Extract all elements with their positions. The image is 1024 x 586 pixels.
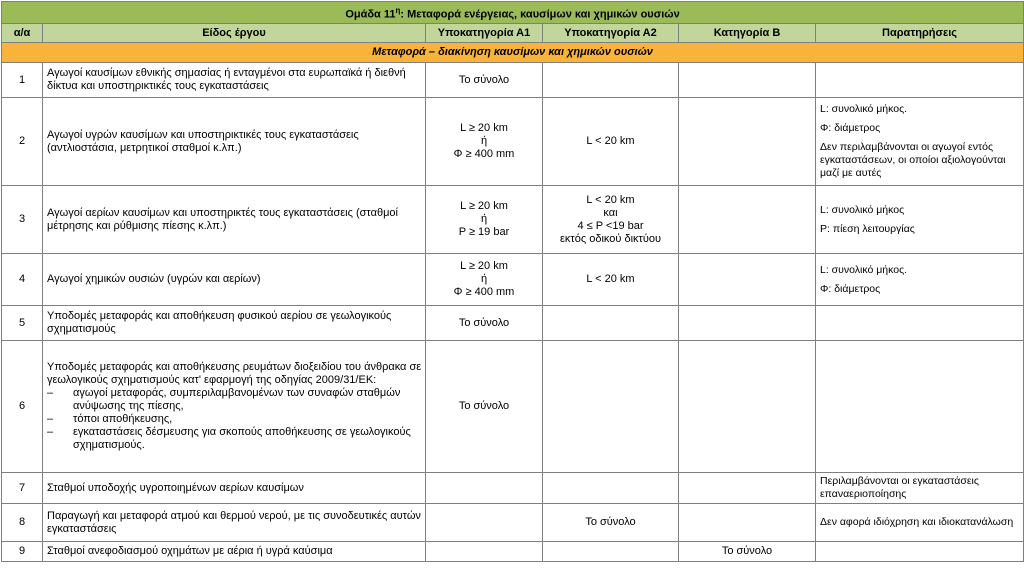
row-b: [679, 504, 816, 542]
row-remarks: L: συνολικό μήκος. Φ: διάμετρος Δεν περιλαμβάνονται οι αγωγοί εντός εγκαταστάσεων, οι οποίοι αξιολογούνται μαζί με αυτές: [816, 98, 1024, 186]
row-a2: L < 20 km: [543, 254, 679, 306]
header-subcategory-a2: Υποκατηγορία Α2: [543, 24, 679, 43]
row-b: [679, 98, 816, 186]
row-description: Σταθμοί υποδοχής υγροποιημένων αερίων καυσίμων: [43, 473, 426, 504]
table-row: [2, 473, 1024, 504]
row-remarks: [816, 306, 1024, 341]
row-number: 8: [2, 504, 43, 542]
list-item: – τόποι αποθήκευσης,: [47, 413, 173, 425]
row-b: [679, 473, 816, 504]
section-row: [2, 43, 1024, 63]
row-remarks: L: συνολικό μήκος. Φ: διάμετρος: [816, 254, 1024, 306]
table-row: [2, 98, 1024, 186]
table-row: [2, 306, 1024, 341]
row-description: Αγωγοί χημικών ουσιών (υγρών και αερίων): [43, 254, 426, 306]
list-item: – εγκαταστάσεις δέσμευσης για σκοπούς αποθήκευσης σε γεωλογικούς σχηματισμούς.: [47, 426, 411, 451]
row-number: 9: [2, 542, 43, 562]
row-number: 5: [2, 306, 43, 341]
row-number: 3: [2, 186, 43, 254]
row-number: 1: [2, 63, 43, 98]
row-remarks: Περιλαμβάνονται οι εγκαταστάσεις επαναεριοποίησης: [816, 473, 1024, 504]
row-a1: [426, 504, 543, 542]
row-b: [679, 254, 816, 306]
row-description: Υποδομές μεταφοράς και αποθήκευση φυσικού αερίου σε γεωλογικούς σχηματισμούς: [43, 306, 426, 341]
header-category-b: Κατηγορία Β: [679, 24, 816, 43]
row-b: [679, 63, 816, 98]
table-row: [2, 186, 1024, 254]
header-number: α/α: [2, 24, 43, 43]
row-a1: [426, 473, 543, 504]
row-b: [679, 306, 816, 341]
row-description: Αγωγοί καυσίμων εθνικής σημασίας ή ενταγμένοι στα ευρωπαϊκά ή διεθνή δίκτυα και υποστηρικτικές τους εγκαταστάσεις: [43, 63, 426, 98]
table-row: [2, 542, 1024, 562]
header-subcategory-a1: Υποκατηγορία Α1: [426, 24, 543, 43]
row-a2: [543, 542, 679, 562]
row-a2: Το σύνολο: [543, 504, 679, 542]
header-row: [2, 24, 1024, 43]
row-remarks: L: συνολικό μήκος P: πίεση λειτουργίας: [816, 186, 1024, 254]
row-a1: L ≥ 20 km ή Φ ≥ 400 mm: [426, 254, 543, 306]
row-number: 4: [2, 254, 43, 306]
table-row: [2, 63, 1024, 98]
section-title: Μεταφορά – διακίνηση καυσίμων και χημικών ουσιών: [2, 43, 1024, 63]
row-remarks: [816, 63, 1024, 98]
row-number: 6: [2, 341, 43, 473]
row-number: 7: [2, 473, 43, 504]
table-title: Ομάδα $11^\eta$: Μεταφορά ενέργειας, καυσίμων και χημικών ουσιών: [2, 2, 1024, 24]
row-remarks: Δεν αφορά ιδιόχρηση και ιδιοκατανάλωση: [816, 504, 1024, 542]
row-remarks: [816, 542, 1024, 562]
project-category-table: [1, 1, 1024, 562]
row-a2: [543, 341, 679, 473]
row-description: Υποδομές μεταφοράς και αποθήκευσης ρευμάτων διοξειδίου του άνθρακα σε γεωλογικούς σχηματισμούς κατ' εφαρμογή της οδηγίας 2009/31/ΕΚ: – αγωγοί μεταφοράς, συμπεριλαμβανομένων των συναφών σταθμών ανύψωσης της πίεσης, – τόποι αποθήκευσης, – εγκαταστάσεις δέσμευσης για σκοπούς αποθήκευσης σε γεωλογικούς σχηματισμούς.: [43, 341, 426, 473]
table-row: [2, 254, 1024, 306]
row-a1: Το σύνολο: [426, 63, 543, 98]
row-remarks: [816, 341, 1024, 473]
row-a1: Το σύνολο: [426, 341, 543, 473]
row-a2: L < 20 km και 4 ≤ P <19 bar εκτός οδικού δικτύου: [543, 186, 679, 254]
row-a2: L < 20 km: [543, 98, 679, 186]
row-b: [679, 186, 816, 254]
row-description: Παραγωγή και μεταφορά ατμού και θερμού νερού, με τις συνοδευτικές αυτών εγκαταστάσεις: [43, 504, 426, 542]
row-description: Αγωγοί υγρών καυσίμων και υποστηρικτικές τους εγκαταστάσεις (αντλιοστάσια, μετρητικοί σταθμοί κ.λπ.): [43, 98, 426, 186]
table-title-row: [2, 2, 1024, 24]
row-a1: L ≥ 20 km ή P ≥ 19 bar: [426, 186, 543, 254]
row-a1: L ≥ 20 km ή Φ ≥ 400 mm: [426, 98, 543, 186]
list-item: – αγωγοί μεταφοράς, συμπεριλαμβανομένων των συναφών σταθμών ανύψωσης της πίεσης,: [47, 387, 401, 412]
row-a1: Το σύνολο: [426, 306, 543, 341]
header-remarks: Παρατηρήσεις: [816, 24, 1024, 43]
header-project-type: Είδος έργου: [43, 24, 426, 43]
row-b: [679, 341, 816, 473]
row-description: Σταθμοί ανεφοδιασμού οχημάτων με αέρια ή υγρά καύσιμα: [43, 542, 426, 562]
row-number: 2: [2, 98, 43, 186]
table-row: [2, 504, 1024, 542]
row-a2: [543, 63, 679, 98]
row-description: Αγωγοί αερίων καυσίμων και υποστηρικτές τους εγκαταστάσεις (σταθμοί μέτρησης και ρύθμισης πίεσης κ.λπ.): [43, 186, 426, 254]
row-a2: [543, 306, 679, 341]
table-row: [2, 341, 1024, 473]
row-a1: [426, 542, 543, 562]
row-b: Το σύνολο: [679, 542, 816, 562]
row-a2: [543, 473, 679, 504]
